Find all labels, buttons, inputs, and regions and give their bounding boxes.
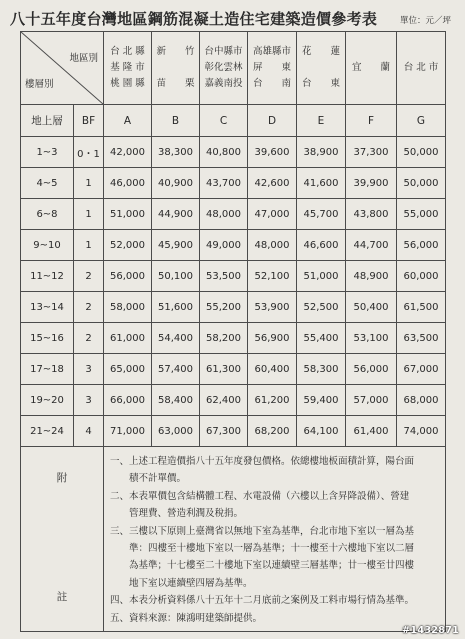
region-letter-cell: D	[248, 105, 297, 137]
price-cell: 48,000	[248, 230, 297, 261]
region-letter-cell: E	[297, 105, 346, 137]
note-line: 積不計單價。	[110, 473, 187, 485]
region-name-line: 台中縣市	[204, 46, 243, 57]
note-line: 四、本表分析資料係八十五年十二月底前之案例及工料市場行情為基準。	[110, 595, 415, 607]
watermark: #1432871	[401, 625, 459, 636]
price-cell: 40,800	[200, 137, 248, 168]
price-cell: 53,100	[346, 323, 397, 354]
notes-label-bottom: 註	[56, 591, 68, 604]
price-cell: 56,000	[397, 230, 446, 261]
region-letter-cell: A	[104, 105, 152, 137]
region-name-line: 屏 東	[252, 62, 291, 73]
price-cell: 41,600	[297, 168, 346, 199]
price-cell: 45,700	[297, 199, 346, 230]
floor-axis-label: 樓層別	[25, 79, 54, 90]
price-cell: 50,000	[397, 137, 446, 168]
price-cell: 60,400	[248, 354, 297, 385]
price-cell: 46,000	[104, 168, 152, 199]
note-line: 一、上述工程造價指八十五年度發包價格。依總樓地板面積計算，陽台面	[110, 456, 415, 467]
price-cell: 56,000	[346, 354, 397, 385]
price-cell: 61,400	[346, 416, 397, 447]
table-row	[21, 137, 446, 168]
region-name-line: 花 蓮	[301, 46, 340, 57]
basement-cell: 2	[74, 323, 104, 354]
price-cell: 42,600	[248, 168, 297, 199]
price-cell: 55,000	[397, 199, 446, 230]
price-cell: 43,700	[200, 168, 248, 199]
region-name-line	[397, 76, 445, 92]
corner-header-cell	[21, 32, 104, 105]
basement-cell: 3	[74, 385, 104, 416]
price-cell: 55,200	[200, 292, 248, 323]
price-cell: 50,400	[346, 292, 397, 323]
floor-range-cell: 9~10	[21, 230, 74, 261]
price-cell: 58,000	[104, 292, 152, 323]
floor-range-cell: 6~8	[21, 199, 74, 230]
table-row	[21, 323, 446, 354]
price-cell: 61,200	[248, 385, 297, 416]
note-line: 三、三樓以下原則上臺灣省以無地下室為基準，台北市地下室以一層為基	[110, 525, 415, 537]
price-cell: 56,000	[104, 261, 152, 292]
price-cell: 53,900	[248, 292, 297, 323]
table-row	[21, 292, 446, 323]
price-cell: 40,900	[152, 168, 200, 199]
region-name-line: 彰化雲林	[204, 62, 243, 73]
region-name-line: 苗 栗	[156, 78, 195, 89]
price-cell: 55,400	[297, 323, 346, 354]
region-name-line	[152, 60, 199, 76]
price-cell: 74,000	[397, 416, 446, 447]
note-line: 準：四樓至十樓地下室以一層為基準；十一樓至十六樓地下室以二層	[110, 543, 415, 555]
region-name-line: 高雄縣市	[252, 46, 291, 57]
notes-row	[21, 447, 446, 632]
price-cell: 38,900	[297, 137, 346, 168]
price-cell: 61,300	[200, 354, 248, 385]
region-header-cell	[152, 32, 200, 105]
price-cell: 52,100	[248, 261, 297, 292]
region-name-line: 台 北 市	[403, 62, 439, 73]
region-name-line: 台 北 縣	[110, 46, 145, 57]
region-name-line: 嘉義南投	[204, 78, 243, 89]
region-header-cell	[346, 32, 397, 105]
basement-cell: 2	[74, 261, 104, 292]
notes-text-cell	[104, 447, 446, 632]
price-cell: 42,000	[104, 137, 152, 168]
price-cell: 51,000	[104, 199, 152, 230]
basement-cell: 1	[74, 168, 104, 199]
region-name-line: 台 南	[252, 78, 291, 89]
price-cell: 58,200	[200, 323, 248, 354]
price-cell: 54,400	[152, 323, 200, 354]
price-cell: 63,000	[152, 416, 200, 447]
table-row	[21, 199, 446, 230]
region-name-line	[346, 76, 396, 92]
basement-cell: 1	[74, 199, 104, 230]
floor-range-cell: 13~14	[21, 292, 74, 323]
price-cell: 63,500	[397, 323, 446, 354]
note-line: 五、資料來源：陳鴻明建築師提供。	[110, 612, 263, 624]
table-row	[21, 168, 446, 199]
above-ground-header: 地上層	[21, 105, 74, 137]
price-cell: 52,000	[104, 230, 152, 261]
region-name-line	[297, 60, 345, 76]
price-cell: 44,900	[152, 199, 200, 230]
price-cell: 58,400	[152, 385, 200, 416]
price-cell: 51,600	[152, 292, 200, 323]
note-line: 二、本表單價包含結構體工程、水電設備（六樓以上含昇降設備）、營建	[110, 490, 410, 502]
price-cell: 46,600	[297, 230, 346, 261]
price-cell: 56,900	[248, 323, 297, 354]
price-cell: 50,100	[152, 261, 200, 292]
page-title: 八十五年度台灣地區鋼筋混凝土造住宅建築造價參考表	[10, 10, 378, 28]
region-name-line	[346, 44, 396, 60]
floor-range-cell: 11~12	[21, 261, 74, 292]
region-name-line: 新 竹	[156, 46, 195, 57]
price-cell: 39,900	[346, 168, 397, 199]
table-row	[21, 416, 446, 447]
region-letter-cell: B	[152, 105, 200, 137]
price-table	[20, 31, 446, 632]
price-cell: 62,400	[200, 385, 248, 416]
region-name-line	[397, 44, 445, 60]
floor-range-cell: 17~18	[21, 354, 74, 385]
price-cell: 68,200	[248, 416, 297, 447]
price-cell: 61,500	[397, 292, 446, 323]
floor-range-cell: 15~16	[21, 323, 74, 354]
region-header-cell	[397, 32, 446, 105]
region-letter-cell: F	[346, 105, 397, 137]
price-cell: 48,000	[200, 199, 248, 230]
region-header-cell	[297, 32, 346, 105]
table-row	[21, 230, 446, 261]
price-cell: 67,000	[397, 354, 446, 385]
basement-cell: 3	[74, 354, 104, 385]
notes-label-top: 附	[56, 472, 68, 485]
region-letter-cell: C	[200, 105, 248, 137]
price-cell: 68,000	[397, 385, 446, 416]
price-cell: 67,300	[200, 416, 248, 447]
basement-cell: 1	[74, 230, 104, 261]
note-line: 管理費、營造利潤及稅捐。	[110, 508, 244, 520]
note-line: 地下室以連續壁四層為基準。	[110, 577, 253, 589]
price-cell: 45,900	[152, 230, 200, 261]
price-cell: 52,500	[297, 292, 346, 323]
notes-label-cell	[21, 447, 104, 632]
price-cell: 61,000	[104, 323, 152, 354]
region-letter-cell: G	[397, 105, 446, 137]
region-axis-label: 地區別	[69, 53, 98, 64]
note-line: 為基準；十七樓至二十樓地下室以連續壁三層基準；廿一樓至廿四樓	[110, 560, 415, 572]
basement-cell: 0・1	[74, 137, 104, 168]
price-cell: 66,000	[104, 385, 152, 416]
price-cell: 65,000	[104, 354, 152, 385]
price-cell: 57,000	[346, 385, 397, 416]
region-name-line: 桃 園 縣	[110, 78, 145, 89]
region-header-cell	[104, 32, 152, 105]
table-row	[21, 385, 446, 416]
price-cell: 43,800	[346, 199, 397, 230]
unit-label: 單位：元／坪	[399, 16, 451, 26]
price-cell: 37,300	[346, 137, 397, 168]
table-row	[21, 261, 446, 292]
region-header-cell	[248, 32, 297, 105]
price-cell: 44,700	[346, 230, 397, 261]
price-cell: 51,000	[297, 261, 346, 292]
basement-cell: 4	[74, 416, 104, 447]
price-cell: 48,900	[346, 261, 397, 292]
price-cell: 60,000	[397, 261, 446, 292]
price-cell: 47,000	[248, 199, 297, 230]
price-cell: 39,600	[248, 137, 297, 168]
price-cell: 49,000	[200, 230, 248, 261]
floor-range-cell: 21~24	[21, 416, 74, 447]
price-cell: 59,400	[297, 385, 346, 416]
region-name-line: 台 東	[301, 78, 340, 89]
header-row	[21, 32, 446, 105]
floor-range-cell: 19~20	[21, 385, 74, 416]
floor-range-cell: 4~5	[21, 168, 74, 199]
table-row	[21, 354, 446, 385]
price-cell: 58,300	[297, 354, 346, 385]
price-cell: 50,000	[397, 168, 446, 199]
price-cell: 71,000	[104, 416, 152, 447]
price-cell: 57,400	[152, 354, 200, 385]
diagonal-divider	[21, 32, 103, 104]
price-cell: 64,100	[297, 416, 346, 447]
basement-cell: 2	[74, 292, 104, 323]
price-cell: 38,300	[152, 137, 200, 168]
region-header-cell	[200, 32, 248, 105]
letter-row	[21, 105, 446, 137]
price-cell: 53,500	[200, 261, 248, 292]
floor-range-cell: 1~3	[21, 137, 74, 168]
basement-header: BF	[74, 105, 104, 137]
region-name-line: 宜 蘭	[351, 62, 390, 73]
region-name-line: 基 隆 市	[110, 62, 145, 73]
